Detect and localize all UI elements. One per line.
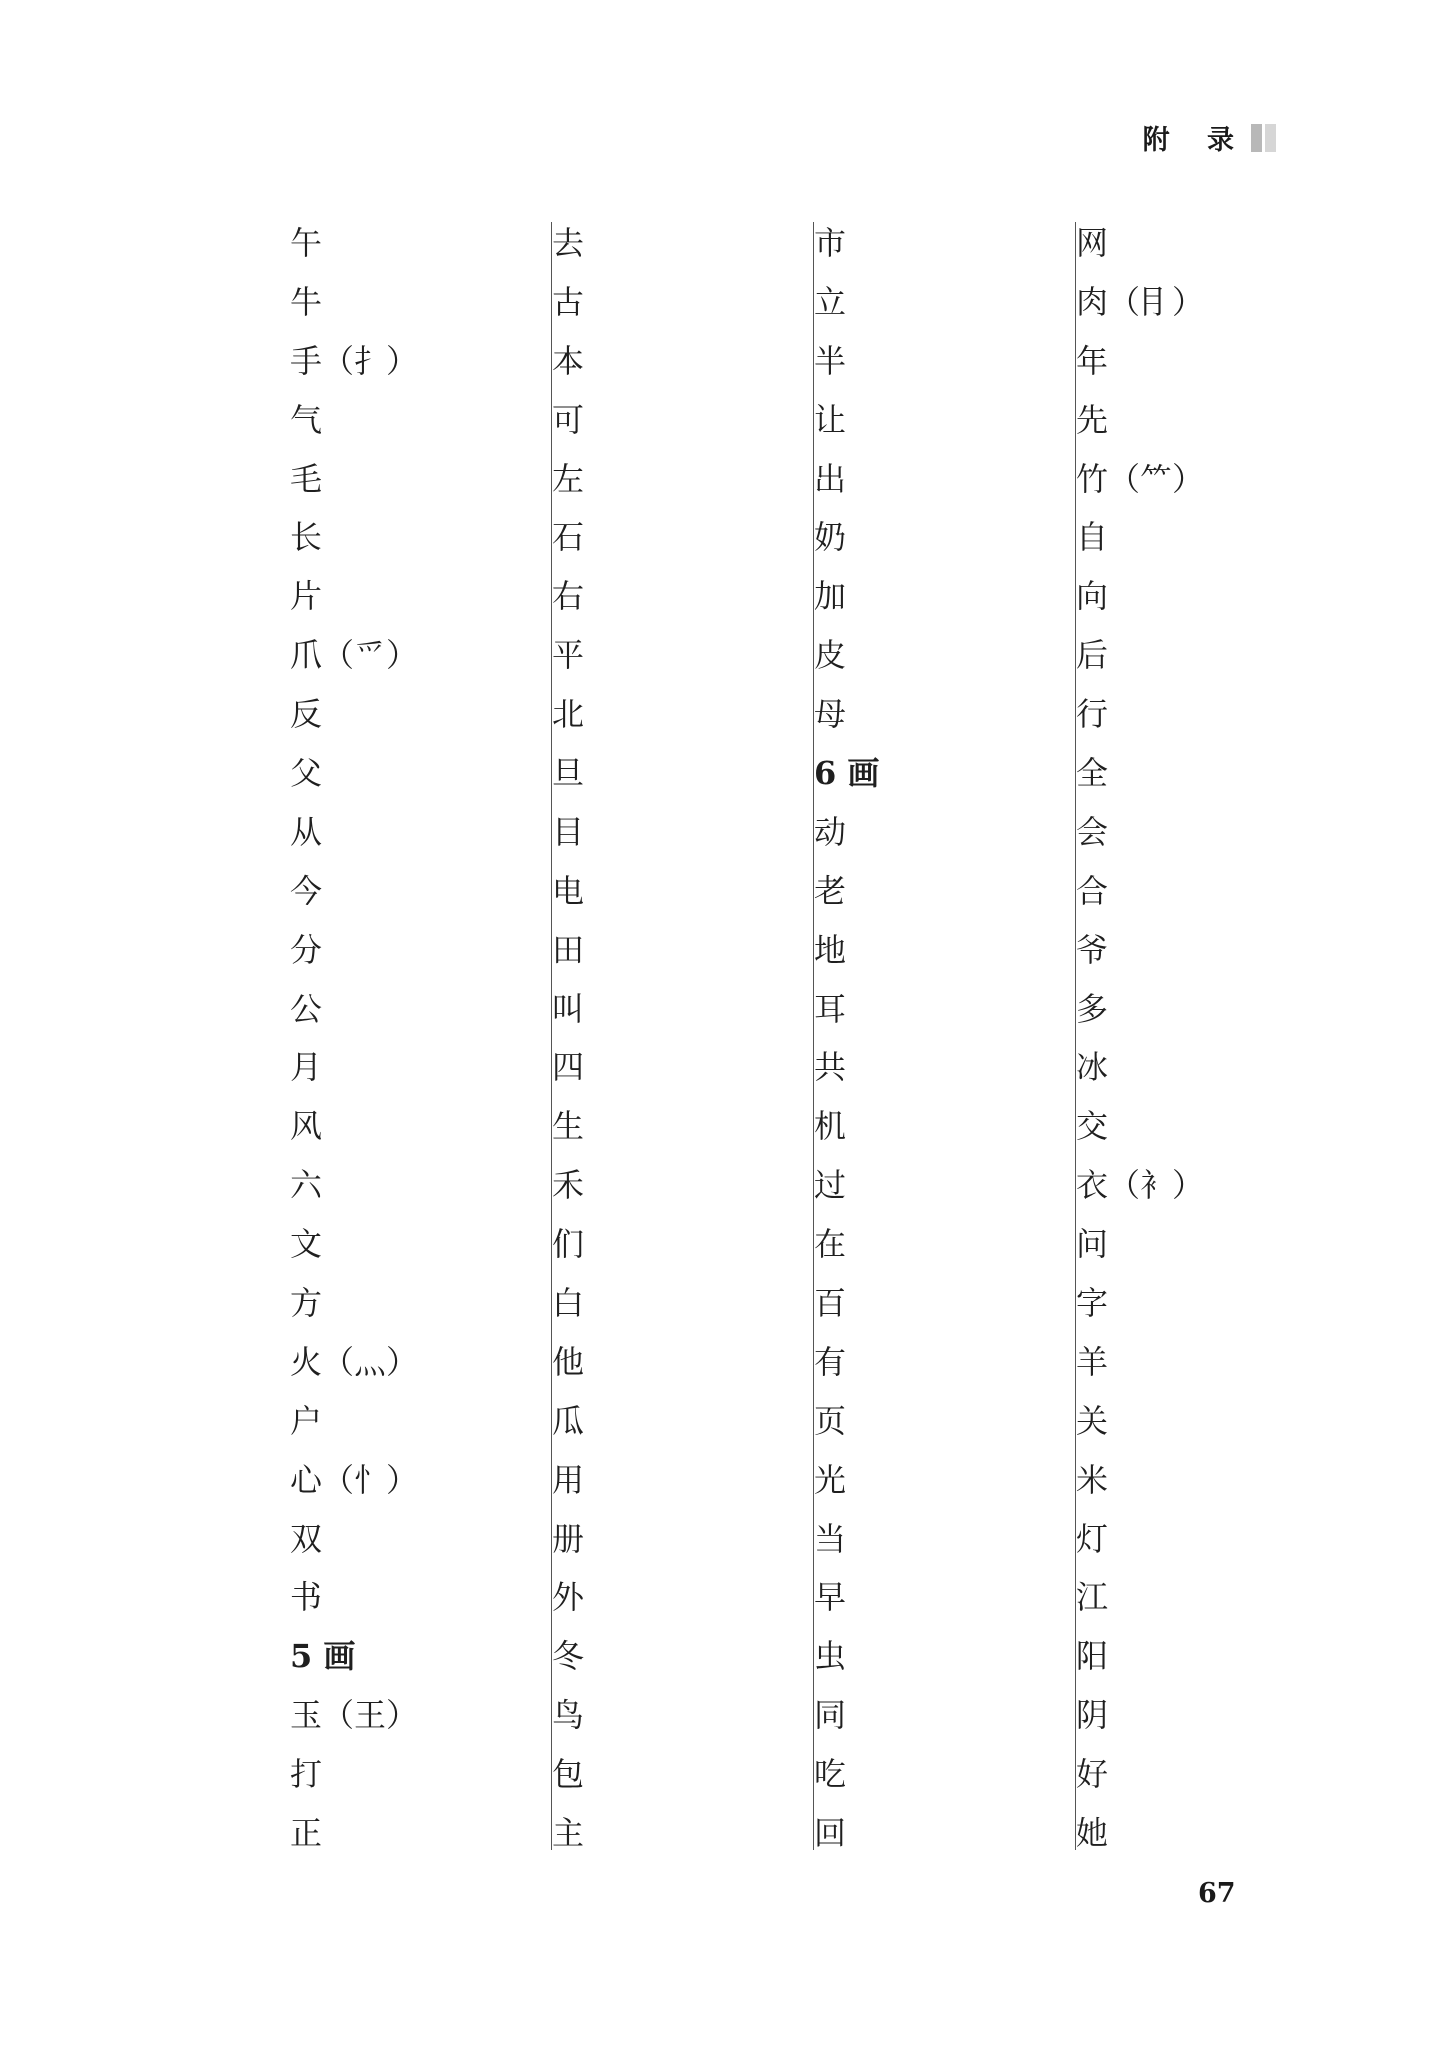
character-entry: 月	[290, 1048, 323, 1087]
character-entry: 方	[290, 1284, 323, 1323]
header-title: 附 录	[1142, 125, 1248, 156]
character-entry: 会	[1076, 812, 1109, 851]
character-entry: 外	[552, 1578, 585, 1617]
character-entry: 长	[290, 518, 323, 557]
stroke-count-heading: 6 画	[814, 754, 880, 793]
character-entry: 阴	[1076, 1696, 1109, 1735]
page-number: 67	[1198, 1878, 1236, 1909]
character-entry: 书	[290, 1578, 323, 1617]
character-entry: 去	[552, 224, 585, 262]
character-entry: 早	[814, 1578, 847, 1617]
character-entry: 瓜	[552, 1401, 585, 1440]
character-entry: 她	[1076, 1814, 1109, 1853]
character-entry: 光	[814, 1460, 847, 1499]
character-entry: 过	[814, 1166, 847, 1205]
character-entry: 他	[552, 1342, 585, 1381]
character-entry: 玉（王）	[290, 1696, 419, 1735]
character-entry: 牛	[290, 282, 323, 321]
character-entry: 灯	[1076, 1519, 1109, 1558]
character-entry: 田	[552, 930, 585, 969]
character-entry: 父	[290, 754, 323, 793]
character-entry: 生	[552, 1107, 585, 1146]
character-entry: 让	[814, 400, 847, 439]
character-entry: 火（灬）	[290, 1342, 419, 1381]
character-entry: 爷	[1076, 930, 1109, 969]
character-entry: 白	[552, 1284, 585, 1323]
character-entry: 主	[552, 1814, 585, 1853]
character-entry: 文	[290, 1225, 323, 1264]
character-entry: 反	[290, 695, 323, 734]
header-decor-bar	[1265, 124, 1276, 152]
character-entry: 地	[814, 930, 847, 969]
column-3	[814, 214, 1076, 1863]
character-entry: 右	[552, 577, 585, 616]
character-entry: 冬	[552, 1637, 585, 1676]
character-entry: 双	[290, 1519, 323, 1558]
character-entry: 正	[290, 1814, 323, 1853]
character-entry: 关	[1076, 1401, 1109, 1440]
character-entry: 从	[290, 812, 323, 851]
character-entry: 同	[814, 1696, 847, 1735]
character-entry: 用	[552, 1460, 585, 1499]
character-entry: 江	[1076, 1578, 1109, 1617]
character-entry: 皮	[814, 636, 847, 675]
character-entry: 后	[1076, 636, 1109, 675]
character-entry: 衣（衤）	[1076, 1166, 1205, 1205]
column-2	[552, 214, 814, 1863]
character-entry: 今	[290, 871, 323, 910]
character-entry: 网	[1076, 224, 1109, 262]
character-entry: 户	[290, 1401, 323, 1440]
character-entry: 好	[1076, 1755, 1109, 1794]
character-entry: 风	[290, 1107, 323, 1146]
character-entry: 分	[290, 930, 323, 969]
character-entry: 页	[814, 1401, 847, 1440]
character-entry: 自	[1076, 518, 1109, 557]
character-entry: 四	[552, 1048, 585, 1087]
character-entry: 竹（⺮）	[1076, 459, 1205, 498]
character-entry: 吃	[814, 1755, 847, 1794]
character-entry: 叫	[552, 989, 585, 1028]
character-entry: 六	[290, 1166, 323, 1205]
character-entry: 古	[552, 282, 585, 321]
character-entry: 册	[552, 1519, 585, 1558]
column-1	[290, 214, 552, 1863]
character-entry: 机	[814, 1107, 847, 1146]
character-entry: 们	[552, 1225, 585, 1264]
character-entry: 交	[1076, 1107, 1109, 1146]
character-entry: 老	[814, 871, 847, 910]
character-entry: 鸟	[552, 1696, 585, 1735]
character-entry: 爪（爫）	[290, 636, 419, 675]
character-entry: 打	[290, 1755, 323, 1794]
character-entry: 立	[814, 282, 847, 321]
character-entry: 本	[552, 341, 585, 380]
character-entry: 冰	[1076, 1048, 1109, 1087]
character-entry: 米	[1076, 1460, 1109, 1499]
character-entry: 市	[814, 224, 847, 262]
character-entry: 字	[1076, 1284, 1109, 1323]
character-entry: 羊	[1076, 1342, 1109, 1381]
character-entry: 包	[552, 1755, 585, 1794]
character-entry: 目	[552, 812, 585, 851]
character-entry: 合	[1076, 871, 1109, 910]
character-entry: 耳	[814, 989, 847, 1028]
character-entry: 行	[1076, 695, 1109, 734]
character-entry: 公	[290, 989, 323, 1028]
character-entry: 平	[552, 636, 585, 675]
stroke-count-heading: 5 画	[290, 1637, 356, 1676]
character-entry: 毛	[290, 459, 323, 498]
character-entry: 阳	[1076, 1637, 1109, 1676]
character-entry: 有	[814, 1342, 847, 1381]
character-entry: 电	[552, 871, 585, 910]
character-entry: 左	[552, 459, 585, 498]
character-entry: 当	[814, 1519, 847, 1558]
character-entry: 午	[290, 224, 323, 262]
character-entry: 半	[814, 341, 847, 380]
character-entry: 手（扌）	[290, 341, 419, 380]
character-entry: 问	[1076, 1225, 1109, 1264]
running-header	[1143, 118, 1276, 157]
character-table	[290, 214, 1338, 1863]
character-entry: 气	[290, 400, 323, 439]
column-4	[1076, 214, 1338, 1863]
character-entry: 肉（⺝）	[1076, 282, 1205, 321]
header-decor-bar	[1251, 124, 1262, 152]
character-entry: 百	[814, 1284, 847, 1323]
character-entry: 石	[552, 518, 585, 557]
character-entry: 母	[814, 695, 847, 734]
character-entry: 可	[552, 400, 585, 439]
character-entry: 北	[552, 695, 585, 734]
character-entry: 先	[1076, 400, 1109, 439]
character-entry: 出	[814, 459, 847, 498]
character-entry: 动	[814, 812, 847, 851]
character-entry: 多	[1076, 989, 1109, 1028]
character-entry: 加	[814, 577, 847, 616]
character-entry: 虫	[814, 1637, 847, 1676]
character-entry: 向	[1076, 577, 1109, 616]
character-entry: 旦	[552, 754, 585, 793]
character-entry: 心（忄）	[290, 1460, 419, 1499]
character-entry: 共	[814, 1048, 847, 1087]
character-entry: 年	[1076, 341, 1109, 380]
character-entry: 禾	[552, 1166, 585, 1205]
character-entry: 在	[814, 1225, 847, 1264]
character-entry: 全	[1076, 754, 1109, 793]
character-entry: 片	[290, 577, 323, 616]
character-entry: 奶	[814, 518, 847, 557]
character-entry: 回	[814, 1814, 847, 1853]
